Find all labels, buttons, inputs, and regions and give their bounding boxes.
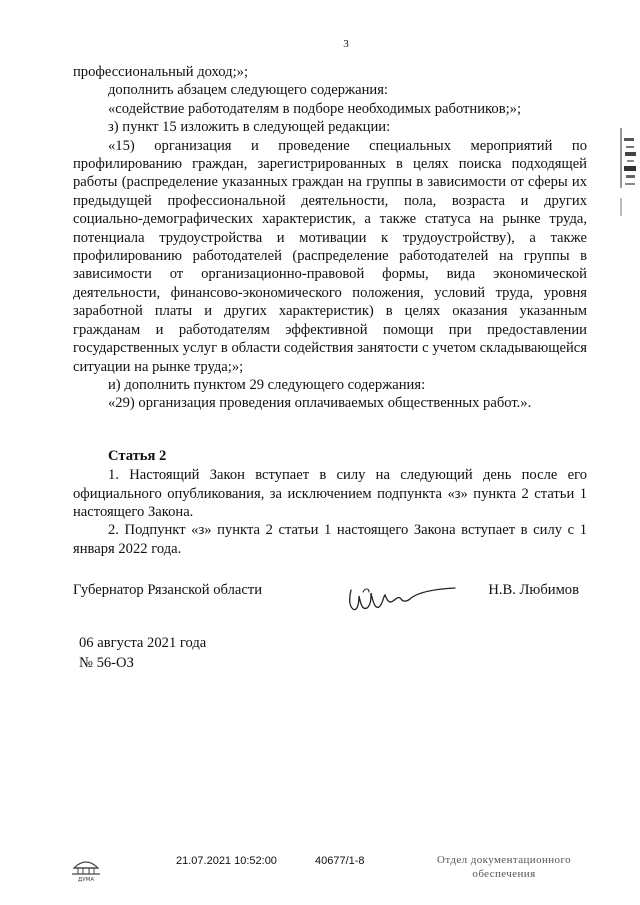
department-stamp [424,853,584,881]
date-block [79,633,206,673]
handwritten-signature [345,580,461,616]
body-line: дополнить абзацем следующего содержания: [108,82,388,99]
signature-row [73,580,587,620]
article-clause-1: 1. Настоящий Закон вступает в силу на следующий день после его официального опубликования, за исключением подпункта «з» пункта 2 статьи 1 настоящего Закона. [73,467,587,520]
page-number: 3 [343,38,349,50]
body-line: профессиональный доход;»; [73,64,248,80]
governor-name: Н.В. Любимов [488,582,579,598]
article-heading: Статья 2 [108,447,167,464]
law-date: 06 августа 2021 года [79,635,207,651]
body-line: и) дополнить пунктом 29 следующего содержания: [108,376,426,393]
body-line: з) пункт 15 изложить в следующей редакции: [108,119,391,136]
footer-registration-number: 40677/1-8 [315,855,365,867]
scan-margin-marks [618,128,640,218]
law-number: № 56-ОЗ [79,655,134,671]
document-body [73,63,587,558]
stamp-line: обеспечения [472,868,536,880]
body-line: «содействие работодателям в подборе необходимых работников;»; [108,100,521,117]
duma-logo-text: ДУМА [77,877,95,882]
body-line: «29) организация проведения оплачиваемых общественных работ.». [108,395,532,412]
paragraph-15: «15) организация и проведение специальных мероприятий по профилированию граждан, зарегистрированных в целях поиска подходящей работы (распределение указанных граждан на группы в зависимости от сферы их предыдущей профессиональной деятельности, пола, возраста и других социально-демографических характеристик, а также статуса на рынке труда, потенциала трудоустройства и мотивации к трудоустройству), а также профилированию работодателей (распределение работодателей на группы в зависимости от организационно-правовой формы, вида экономической деятельности, финансово-экономического положения, условий труда, уровня заработной платы и других характеристик) в целях оказания указанным гражданам и работодателям эффективной помощи при предоставлении государственных услуг в области содействия занятости с учетом складывающейся ситуации на рынке труда;»; [73,137,587,375]
governor-title: Губернатор Рязанской области [73,582,263,598]
article-clause-2: 2. Подпункт «з» пункта 2 статьи 1 настоящего Закона вступает в силу с 1 января 2022 года. [73,522,587,557]
footer-timestamp: 21.07.2021 10:52:00 [176,855,277,867]
duma-logo-icon [66,852,106,882]
stamp-line: Отдел документационного [436,854,571,866]
